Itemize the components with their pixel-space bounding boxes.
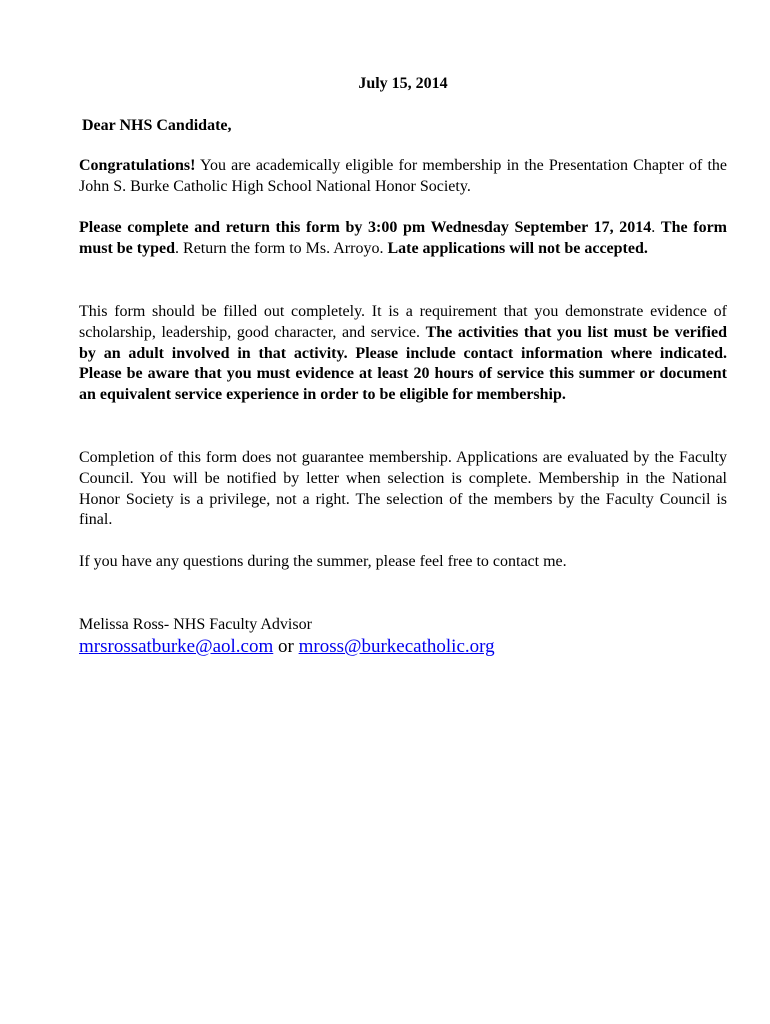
- email-link-aol[interactable]: mrsrossatburke@aol.com: [79, 636, 274, 657]
- verification-requirement: The activities that you list must be verified by an adult involved in that activity. Please include contact information where indicated. Please be aware that you must evidence at least 20 hours of service this summer or document an equivalent service experience in order to be eligible for membership.: [79, 323, 728, 404]
- signature-line: Melissa Ross- NHS Faculty Advisor: [79, 616, 312, 633]
- email-separator: or: [273, 636, 299, 657]
- return-instructions: . Return the form to Ms. Arroyo.: [175, 239, 388, 257]
- requirements-text: This form should be filled out completely. It is a requirement that you demonstrate evidence of scholarship, leadership, good character, and service.: [79, 303, 727, 341]
- congratulations-paragraph: [79, 156, 727, 198]
- questions-paragraph: If you have any questions during the summer, please feel free to contact me.: [79, 553, 567, 570]
- congratulations-lead: Congratulations!: [79, 157, 196, 174]
- deadline-paragraph: [79, 218, 727, 260]
- letter-date: July 15, 2014: [358, 75, 448, 92]
- contact-emails: [79, 635, 495, 659]
- typed-requirement: The form must be typed: [79, 219, 728, 257]
- eligibility-text: You are academically eligible for membership in the Presentation Chapter of the John S. Burke Catholic High School National Honor Society.: [79, 157, 727, 195]
- deadline-text: Please complete and return this form by 3:00 pm Wednesday September 17, 2014: [79, 219, 652, 236]
- email-link-burke[interactable]: mross@burkecatholic.org: [298, 636, 495, 657]
- deadline-period: .: [651, 219, 661, 236]
- late-policy: Late applications will not be accepted.: [387, 239, 648, 257]
- membership-disclaimer-paragraph: Completion of this form does not guarantee membership. Applications are evaluated by the Faculty Council. You will be notified by letter when selection is complete. Membership in the National Honor Society is a privilege, not a right. The selection of the members by the Faculty Council is final.: [79, 449, 727, 529]
- requirements-paragraph: [79, 302, 727, 406]
- salutation: Dear NHS Candidate,: [82, 117, 232, 134]
